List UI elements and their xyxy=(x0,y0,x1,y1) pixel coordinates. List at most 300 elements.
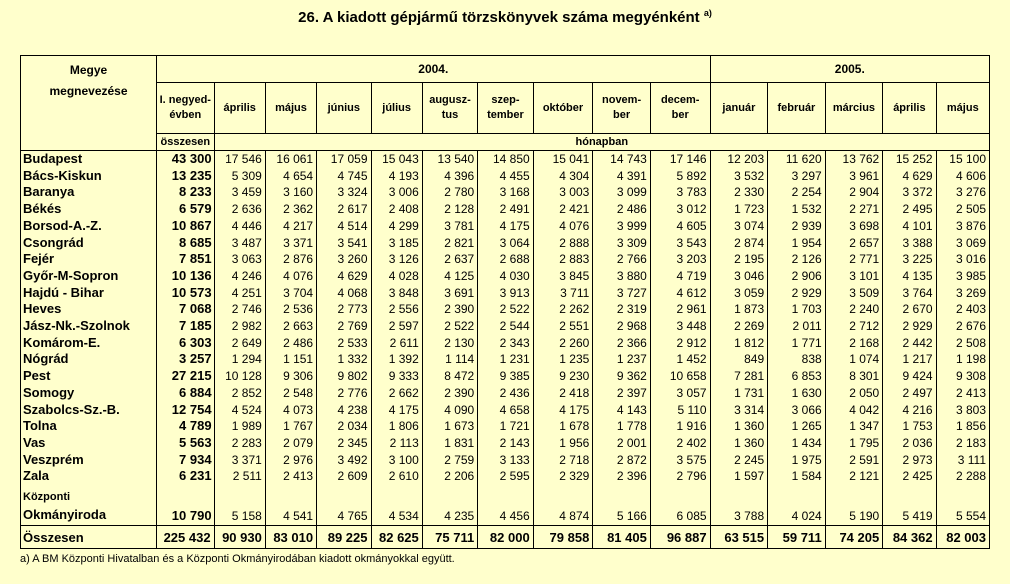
header-megye xyxy=(21,56,157,151)
month-value: 1 806 xyxy=(371,418,422,435)
county-name xyxy=(21,485,157,526)
header-q1-line1: I. negyed- xyxy=(159,94,211,106)
month-value: 4 745 xyxy=(317,168,371,185)
month-value: 9 424 xyxy=(883,368,936,385)
month-value: 1 989 xyxy=(214,418,265,435)
month-value: 849 xyxy=(710,351,768,368)
month-value: 1 956 xyxy=(533,435,593,452)
total-cell: 75 711 xyxy=(422,526,477,549)
month-value: 4 541 xyxy=(265,485,316,526)
month-value: 1 452 xyxy=(650,351,710,368)
month-value: 2 609 xyxy=(317,468,371,485)
month-value: 5 554 xyxy=(936,485,989,526)
month-value: 4 125 xyxy=(422,268,477,285)
table-row xyxy=(21,351,990,368)
header-q1-line2: évben xyxy=(169,109,202,121)
month-value: 1 114 xyxy=(422,351,477,368)
month-value: 1 074 xyxy=(825,351,883,368)
month-value: 3 698 xyxy=(825,218,883,235)
month-value: 3 314 xyxy=(710,402,768,419)
table-row xyxy=(21,268,990,285)
month-value: 2 343 xyxy=(478,335,533,352)
month-value: 3 985 xyxy=(936,268,989,285)
month-value: 2 591 xyxy=(825,452,883,469)
month-value: 2 796 xyxy=(650,468,710,485)
county-q1-total: 12 754 xyxy=(157,402,215,419)
county-q1-total: 7 185 xyxy=(157,318,215,335)
month-value: 3 133 xyxy=(478,452,533,469)
county-q1-total: 10 136 xyxy=(157,268,215,285)
county-name: Zala xyxy=(21,468,157,485)
month-value: 3 532 xyxy=(710,168,768,185)
header-month-8 xyxy=(650,83,710,134)
month-value: 3 999 xyxy=(593,218,651,235)
total-cell: 81 405 xyxy=(593,526,651,549)
month-value: 2 746 xyxy=(214,301,265,318)
title-text: 26. A kiadott gépjármű törzskönyvek száma megyénként xyxy=(298,9,700,26)
month-value: 17 059 xyxy=(317,151,371,168)
total-cell: 82 000 xyxy=(478,526,533,549)
month-value: 2 712 xyxy=(825,318,883,335)
month-value: 1 584 xyxy=(768,468,826,485)
header-month-7 xyxy=(593,83,651,134)
month-value: 16 061 xyxy=(265,151,316,168)
month-value: 2 245 xyxy=(710,452,768,469)
total-row-label: Összesen xyxy=(21,526,157,549)
month-value: 2 396 xyxy=(593,468,651,485)
month-value: 5 158 xyxy=(214,485,265,526)
month-value: 5 190 xyxy=(825,485,883,526)
month-value: 4 246 xyxy=(214,268,265,285)
month-value: 9 385 xyxy=(478,368,533,385)
month-value: 9 230 xyxy=(533,368,593,385)
month-value: 3 297 xyxy=(768,168,826,185)
footnote: a) A BM Központi Hivatalban és a Központi Okmányirodában kiadott okmányokkal együtt. xyxy=(20,553,455,565)
month-value: 1 954 xyxy=(768,235,826,252)
month-value: 2 329 xyxy=(533,468,593,485)
month-value: 3 691 xyxy=(422,285,477,302)
month-value: 4 030 xyxy=(478,268,533,285)
month-value: 1 294 xyxy=(214,351,265,368)
county-q1-total: 3 257 xyxy=(157,351,215,368)
month-value: 4 304 xyxy=(533,168,593,185)
header-month-line1: május xyxy=(275,101,307,114)
month-value: 2 271 xyxy=(825,201,883,218)
month-value: 2 511 xyxy=(214,468,265,485)
total-cell: 59 711 xyxy=(768,526,826,549)
month-value: 3 575 xyxy=(650,452,710,469)
month-value: 2 852 xyxy=(214,385,265,402)
month-value: 2 262 xyxy=(533,301,593,318)
month-value: 2 036 xyxy=(883,435,936,452)
month-value: 2 130 xyxy=(422,335,477,352)
header-month-line1: szep- xyxy=(491,94,520,106)
month-value: 3 487 xyxy=(214,235,265,252)
header-osszesen: összesen xyxy=(157,134,215,151)
month-value: 1 856 xyxy=(936,418,989,435)
total-cell: 96 887 xyxy=(650,526,710,549)
month-value: 4 605 xyxy=(650,218,710,235)
month-value: 1 532 xyxy=(768,201,826,218)
month-value: 4 534 xyxy=(371,485,422,526)
month-value: 5 166 xyxy=(593,485,651,526)
month-value: 2 413 xyxy=(936,385,989,402)
county-name: Nógrád xyxy=(21,351,157,368)
month-value: 1 265 xyxy=(768,418,826,435)
header-month-9 xyxy=(710,83,768,134)
header-month-10 xyxy=(768,83,826,134)
month-value: 2 657 xyxy=(825,235,883,252)
month-value: 10 128 xyxy=(214,368,265,385)
month-value: 2 663 xyxy=(265,318,316,335)
month-value: 3 913 xyxy=(478,285,533,302)
month-value: 2 397 xyxy=(593,385,651,402)
county-name: Békés xyxy=(21,201,157,218)
header-month-line1: október xyxy=(542,101,584,114)
header-q1 xyxy=(157,83,215,134)
month-value: 2 345 xyxy=(317,435,371,452)
table-row xyxy=(21,201,990,218)
month-value: 3 961 xyxy=(825,168,883,185)
month-value: 2 670 xyxy=(883,301,936,318)
month-value: 2 113 xyxy=(371,435,422,452)
month-value: 5 892 xyxy=(650,168,710,185)
month-value: 14 850 xyxy=(478,151,533,168)
month-value: 1 630 xyxy=(768,385,826,402)
month-value: 2 888 xyxy=(533,235,593,252)
month-value: 2 662 xyxy=(371,385,422,402)
table-row xyxy=(21,285,990,302)
month-value: 1 731 xyxy=(710,385,768,402)
month-value: 15 100 xyxy=(936,151,989,168)
month-value: 9 362 xyxy=(593,368,651,385)
county-name: Baranya xyxy=(21,184,157,201)
month-value: 13 762 xyxy=(825,151,883,168)
month-value: 2 766 xyxy=(593,251,651,268)
table-row xyxy=(21,335,990,352)
month-value: 2 533 xyxy=(317,335,371,352)
month-value: 2 548 xyxy=(265,385,316,402)
month-value: 8 301 xyxy=(825,368,883,385)
month-value: 2 637 xyxy=(422,251,477,268)
county-q1-total: 10 790 xyxy=(157,485,215,526)
header-month-line1: augusz- xyxy=(429,94,471,106)
header-month-line1: decem- xyxy=(660,94,700,106)
header-month-line1: június xyxy=(327,101,360,114)
month-value: 2 597 xyxy=(371,318,422,335)
county-name: Pest xyxy=(21,368,157,385)
month-value: 3 168 xyxy=(478,184,533,201)
month-value: 2 776 xyxy=(317,385,371,402)
month-value: 4 235 xyxy=(422,485,477,526)
month-value: 4 193 xyxy=(371,168,422,185)
month-value: 2 872 xyxy=(593,452,651,469)
table-row xyxy=(21,418,990,435)
month-value: 15 041 xyxy=(533,151,593,168)
county-name: Veszprém xyxy=(21,452,157,469)
month-value: 3 016 xyxy=(936,251,989,268)
total-cell: 79 858 xyxy=(533,526,593,549)
header-month-2 xyxy=(317,83,371,134)
month-value: 3 203 xyxy=(650,251,710,268)
county-q1-total: 8 685 xyxy=(157,235,215,252)
month-value: 2 912 xyxy=(650,335,710,352)
month-value: 1 235 xyxy=(533,351,593,368)
month-value: 2 759 xyxy=(422,452,477,469)
month-value: 2 418 xyxy=(533,385,593,402)
table-row xyxy=(21,368,990,385)
county-name: Borsod-A.-Z. xyxy=(21,218,157,235)
month-value: 3 509 xyxy=(825,285,883,302)
county-name-line1: Központi xyxy=(23,491,71,504)
table-row xyxy=(21,151,990,168)
header-month-line1: február xyxy=(777,101,816,114)
county-name: Hajdú - Bihar xyxy=(21,285,157,302)
header-megye-label: Megye xyxy=(69,63,108,77)
month-value: 5 110 xyxy=(650,402,710,419)
month-value: 2 195 xyxy=(710,251,768,268)
month-value: 3 711 xyxy=(533,285,593,302)
month-value: 3 066 xyxy=(768,402,826,419)
month-value: 14 743 xyxy=(593,151,651,168)
month-value: 4 455 xyxy=(478,168,533,185)
month-value: 1 678 xyxy=(533,418,593,435)
month-value: 6 085 xyxy=(650,485,710,526)
month-value: 2 771 xyxy=(825,251,883,268)
table-row xyxy=(21,452,990,469)
month-value: 3 388 xyxy=(883,235,936,252)
month-value: 2 390 xyxy=(422,385,477,402)
county-q1-total: 4 789 xyxy=(157,418,215,435)
total-cell: 89 225 xyxy=(317,526,371,549)
month-value: 4 175 xyxy=(478,218,533,235)
month-value: 4 076 xyxy=(533,218,593,235)
header-month-6 xyxy=(533,83,593,134)
total-cell: 84 362 xyxy=(883,526,936,549)
month-value: 1 873 xyxy=(710,301,768,318)
month-value: 3 111 xyxy=(936,452,989,469)
month-value: 4 719 xyxy=(650,268,710,285)
header-month-line1: április xyxy=(893,101,926,114)
month-value: 1 721 xyxy=(478,418,533,435)
header-year-2004: 2004. xyxy=(157,56,711,83)
county-q1-total: 8 233 xyxy=(157,184,215,201)
month-value: 3 012 xyxy=(650,201,710,218)
month-value: 2 362 xyxy=(265,201,316,218)
month-value: 3 046 xyxy=(710,268,768,285)
table-row xyxy=(21,385,990,402)
month-value: 1 778 xyxy=(593,418,651,435)
month-value: 10 658 xyxy=(650,368,710,385)
month-value: 2 143 xyxy=(478,435,533,452)
county-name: Somogy xyxy=(21,385,157,402)
month-value: 3 185 xyxy=(371,235,422,252)
month-value: 2 929 xyxy=(768,285,826,302)
month-value: 2 126 xyxy=(768,251,826,268)
month-value: 11 620 xyxy=(768,151,826,168)
month-value: 3 074 xyxy=(710,218,768,235)
month-value: 2 649 xyxy=(214,335,265,352)
county-name: Szabolcs-Sz.-B. xyxy=(21,402,157,419)
month-value: 5 309 xyxy=(214,168,265,185)
month-value: 3 371 xyxy=(214,452,265,469)
table-row xyxy=(21,468,990,485)
month-value: 1 723 xyxy=(710,201,768,218)
month-value: 3 276 xyxy=(936,184,989,201)
month-value: 2 595 xyxy=(478,468,533,485)
month-value: 2 079 xyxy=(265,435,316,452)
total-cell: 83 010 xyxy=(265,526,316,549)
month-value: 3 069 xyxy=(936,235,989,252)
month-value: 4 299 xyxy=(371,218,422,235)
month-value: 2 617 xyxy=(317,201,371,218)
county-q1-total: 6 884 xyxy=(157,385,215,402)
month-value: 2 319 xyxy=(593,301,651,318)
month-value: 2 961 xyxy=(650,301,710,318)
county-q1-total: 10 573 xyxy=(157,285,215,302)
month-value: 4 629 xyxy=(883,168,936,185)
header-year-2005: 2005. xyxy=(710,56,989,83)
county-q1-total: 7 068 xyxy=(157,301,215,318)
month-value: 3 727 xyxy=(593,285,651,302)
month-value: 3 459 xyxy=(214,184,265,201)
month-value: 4 612 xyxy=(650,285,710,302)
month-value: 2 128 xyxy=(422,201,477,218)
header-month-13 xyxy=(936,83,989,134)
month-value: 2 610 xyxy=(371,468,422,485)
header-month-3 xyxy=(371,83,422,134)
month-value: 2 939 xyxy=(768,218,826,235)
month-value: 3 101 xyxy=(825,268,883,285)
county-name-line2: Okmányiroda xyxy=(23,507,107,523)
month-value: 4 396 xyxy=(422,168,477,185)
month-value: 2 906 xyxy=(768,268,826,285)
month-value: 2 260 xyxy=(533,335,593,352)
registration-table xyxy=(20,55,990,549)
month-value: 4 606 xyxy=(936,168,989,185)
month-value: 2 544 xyxy=(478,318,533,335)
month-value: 2 283 xyxy=(214,435,265,452)
table-row xyxy=(21,318,990,335)
total-cell: 90 930 xyxy=(214,526,265,549)
month-value: 4 629 xyxy=(317,268,371,285)
county-name: Jász-Nk.-Szolnok xyxy=(21,318,157,335)
month-value: 2 551 xyxy=(533,318,593,335)
month-value: 3 225 xyxy=(883,251,936,268)
month-value: 4 658 xyxy=(478,402,533,419)
month-value: 2 168 xyxy=(825,335,883,352)
month-value: 3 372 xyxy=(883,184,936,201)
month-value: 2 034 xyxy=(317,418,371,435)
month-value: 3 309 xyxy=(593,235,651,252)
county-name: Heves xyxy=(21,301,157,318)
month-value: 2 495 xyxy=(883,201,936,218)
month-value: 838 xyxy=(768,351,826,368)
month-value: 3 845 xyxy=(533,268,593,285)
month-value: 2 486 xyxy=(593,201,651,218)
month-value: 3 057 xyxy=(650,385,710,402)
month-value: 3 003 xyxy=(533,184,593,201)
month-value: 1 831 xyxy=(422,435,477,452)
month-value: 3 448 xyxy=(650,318,710,335)
month-value: 4 216 xyxy=(883,402,936,419)
month-value: 3 126 xyxy=(371,251,422,268)
month-value: 2 976 xyxy=(265,452,316,469)
table-row xyxy=(21,435,990,452)
month-value: 1 360 xyxy=(710,435,768,452)
page-title xyxy=(0,8,1010,26)
header-month-line1: novem- xyxy=(602,94,642,106)
month-value: 2 050 xyxy=(825,385,883,402)
county-name: Tolna xyxy=(21,418,157,435)
month-value: 4 090 xyxy=(422,402,477,419)
month-value: 4 024 xyxy=(768,485,826,526)
month-value: 3 160 xyxy=(265,184,316,201)
month-value: 3 783 xyxy=(650,184,710,201)
month-value: 1 347 xyxy=(825,418,883,435)
month-value: 2 442 xyxy=(883,335,936,352)
month-value: 3 704 xyxy=(265,285,316,302)
header-month-0 xyxy=(214,83,265,134)
county-q1-total: 7 934 xyxy=(157,452,215,469)
header-month-4 xyxy=(422,83,477,134)
month-value: 3 064 xyxy=(478,235,533,252)
month-value: 4 446 xyxy=(214,218,265,235)
month-value: 3 492 xyxy=(317,452,371,469)
month-value: 4 042 xyxy=(825,402,883,419)
month-value: 2 497 xyxy=(883,385,936,402)
month-value: 2 982 xyxy=(214,318,265,335)
month-value: 2 929 xyxy=(883,318,936,335)
month-value: 8 472 xyxy=(422,368,477,385)
month-value: 13 540 xyxy=(422,151,477,168)
month-value: 9 308 xyxy=(936,368,989,385)
month-value: 6 853 xyxy=(768,368,826,385)
county-q1-total: 5 563 xyxy=(157,435,215,452)
month-value: 2 676 xyxy=(936,318,989,335)
month-value: 3 269 xyxy=(936,285,989,302)
month-value: 12 203 xyxy=(710,151,768,168)
month-value: 4 251 xyxy=(214,285,265,302)
month-value: 3 059 xyxy=(710,285,768,302)
month-value: 3 100 xyxy=(371,452,422,469)
month-value: 4 654 xyxy=(265,168,316,185)
month-value: 7 281 xyxy=(710,368,768,385)
month-value: 2 718 xyxy=(533,452,593,469)
county-q1-total: 7 851 xyxy=(157,251,215,268)
county-q1-total: 10 867 xyxy=(157,218,215,235)
header-megnevezese-label: megnevezése xyxy=(49,84,128,98)
month-value: 1 916 xyxy=(650,418,710,435)
month-value: 2 973 xyxy=(883,452,936,469)
month-value: 1 360 xyxy=(710,418,768,435)
month-value: 2 968 xyxy=(593,318,651,335)
month-value: 2 425 xyxy=(883,468,936,485)
month-value: 4 028 xyxy=(371,268,422,285)
county-name: Csongrád xyxy=(21,235,157,252)
month-value: 4 765 xyxy=(317,485,371,526)
header-month-1 xyxy=(265,83,316,134)
month-value: 4 456 xyxy=(478,485,533,526)
month-value: 2 491 xyxy=(478,201,533,218)
month-value: 3 803 xyxy=(936,402,989,419)
month-value: 4 175 xyxy=(533,402,593,419)
header-month-line1: május xyxy=(946,101,979,114)
month-value: 1 812 xyxy=(710,335,768,352)
month-value: 2 403 xyxy=(936,301,989,318)
county-q1-total: 6 231 xyxy=(157,468,215,485)
header-month-line1: július xyxy=(382,101,411,114)
